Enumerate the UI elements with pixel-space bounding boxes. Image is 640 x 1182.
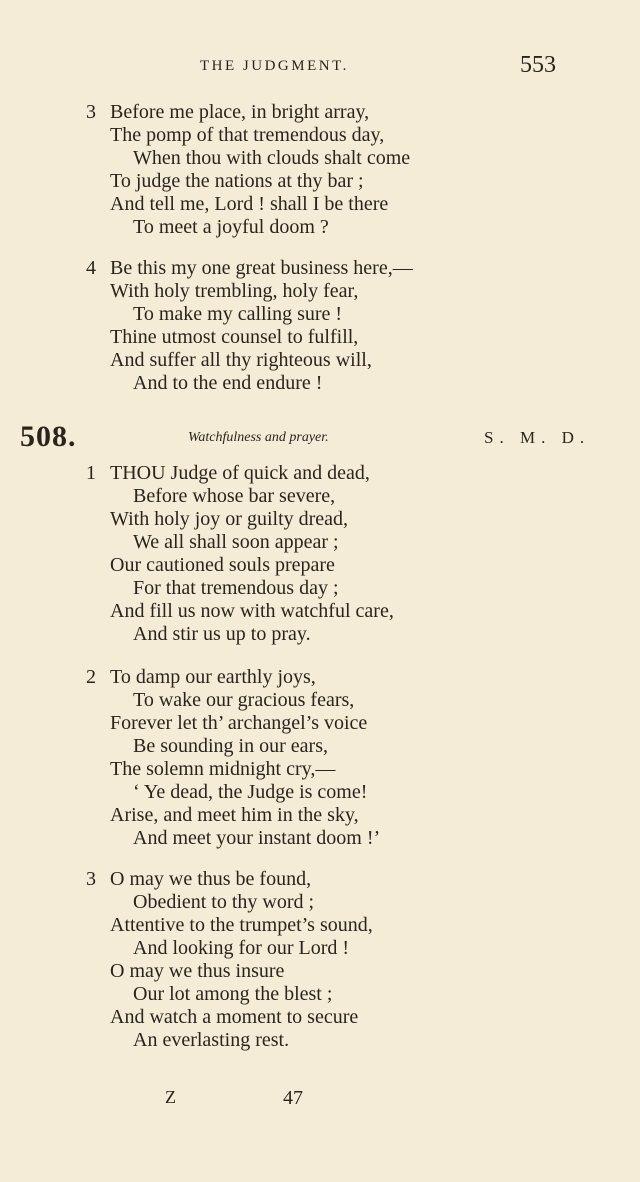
verse-line: Be this my one great business here,— [110,257,413,279]
stanza-number: 4 [86,257,96,279]
verse-line: With holy joy or guilty dread, [110,508,349,530]
hymn-meter: S. M. D. [484,428,591,447]
verse-line: Obedient to thy word ; [133,891,315,913]
verse-line: Be sounding in our ears, [133,735,328,757]
folio-number: 47 [283,1087,303,1109]
verse-line: And suffer all thy righteous will, [110,349,372,371]
verse-line: We all shall soon appear ; [133,531,339,553]
verse-line: Forever let th’ archangel’s voice [110,712,368,734]
signature-mark: Z [165,1087,176,1107]
verse-line: And to the end endure ! [133,372,323,394]
verse-line: To meet a joyful doom ? [133,216,329,238]
verse-line: To damp our earthly joys, [110,666,316,688]
verse-line: The solemn midnight cry,— [110,758,336,780]
verse-line: And meet your instant doom !’ [133,827,381,849]
verse-line: Arise, and meet him in the sky, [110,804,359,826]
verse-line: An everlasting rest. [133,1029,290,1051]
verse-line: And watch a moment to secure [110,1006,359,1028]
verse-line: ‘ Ye dead, the Judge is come! [133,781,368,803]
verse-line: And stir us up to pray. [133,623,311,645]
verse-line: And tell me, Lord ! shall I be there [110,193,389,215]
stanza-number: 3 [86,101,96,123]
verse-line: Our cautioned souls prepare [110,554,335,576]
verse-line: For that tremendous day ; [133,577,339,599]
verse-line: THOU Judge of quick and dead, [110,462,370,484]
verse-line: To judge the nations at thy bar ; [110,170,364,192]
page-number: 553 [520,52,556,78]
verse-line: And fill us now with watchful care, [110,600,394,622]
verse-line: With holy trembling, holy fear, [110,280,359,302]
hymn-topic: Watchfulness and prayer. [188,430,329,445]
stanza-number: 1 [86,462,96,484]
verse-line: And looking for our Lord ! [133,937,350,959]
stanza-number: 2 [86,666,96,688]
running-head: THE JUDGMENT. [200,58,349,74]
verse-line: To wake our gracious fears, [133,689,355,711]
stanza-number: 3 [86,868,96,890]
verse-line: O may we thus insure [110,960,285,982]
verse-line: Attentive to the trumpet’s sound, [110,914,373,936]
verse-line: Before whose bar severe, [133,485,336,507]
verse-line: Before me place, in bright array, [110,101,370,123]
verse-line: Our lot among the blest ; [133,983,333,1005]
verse-line: The pomp of that tremendous day, [110,124,385,146]
hymn-number: 508. [20,420,77,453]
verse-line: When thou with clouds shalt come [133,147,411,169]
verse-line: Thine utmost counsel to fulfill, [110,326,359,348]
verse-line: O may we thus be found, [110,868,312,890]
verse-line: To make my calling sure ! [133,303,343,325]
